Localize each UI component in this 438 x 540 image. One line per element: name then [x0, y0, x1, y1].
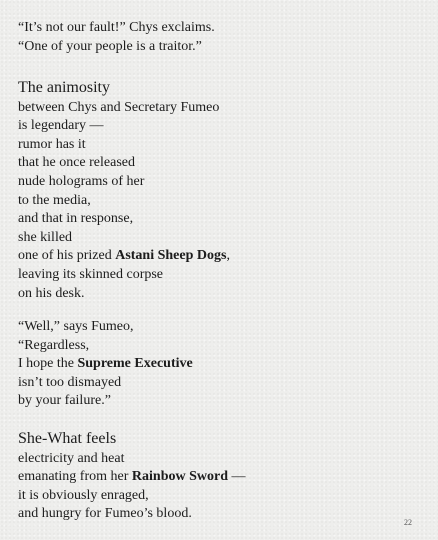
- text-line: [18, 355, 193, 374]
- text-line: electricity and heat: [18, 450, 125, 466]
- text-span: The animosity: [18, 79, 110, 96]
- text-line: [18, 247, 230, 266]
- stanza-rainbow-sword: [18, 430, 246, 524]
- text-line: and hungry for Fumeo’s blood.: [18, 506, 192, 522]
- text-line: “Regardless,: [18, 337, 90, 353]
- text-span: She-What feels: [18, 430, 117, 447]
- text-line: it is obviously enraged,: [18, 487, 149, 503]
- text-span: —: [228, 469, 246, 485]
- text-line: leaving its skinned corpse: [18, 266, 164, 282]
- text-line: that he once released: [18, 155, 135, 171]
- text-line: isn’t too dismayed: [18, 374, 122, 390]
- text-line: nude holograms of her: [18, 173, 145, 189]
- text-span: I hope the: [18, 356, 78, 372]
- bold-term: Supreme Executive: [77, 356, 193, 372]
- text-span: ,: [226, 248, 230, 264]
- text-line: “One of your people is a traitor.”: [18, 38, 202, 54]
- text-span: one of his prized: [18, 248, 116, 264]
- stanza-fumeo-reply: [18, 318, 193, 411]
- text-span: emanating from her: [18, 469, 132, 485]
- text-line: [18, 79, 230, 99]
- page-number: 22: [404, 518, 412, 527]
- text-line: between Chys and Secretary Fumeo: [18, 99, 220, 115]
- text-line: [18, 468, 246, 487]
- bold-term: Astani Sheep Dogs: [115, 248, 227, 264]
- stanza-accusation: [18, 19, 215, 56]
- text-line: [18, 430, 246, 450]
- text-line: is legendary —: [18, 118, 104, 134]
- text-line: by your failure.”: [18, 393, 111, 409]
- text-line: she killed: [18, 229, 73, 245]
- text-line: and that in response,: [18, 211, 134, 227]
- text-line: rumor has it: [18, 136, 86, 152]
- text-line: on his desk.: [18, 285, 85, 301]
- bold-term: Rainbow Sword: [131, 469, 228, 485]
- text-line: “It’s not our fault!” Chys exclaims.: [18, 20, 215, 35]
- stanza-animosity: [18, 79, 230, 303]
- text-line: to the media,: [18, 192, 91, 208]
- text-line: “Well,” says Fumeo,: [18, 319, 134, 334]
